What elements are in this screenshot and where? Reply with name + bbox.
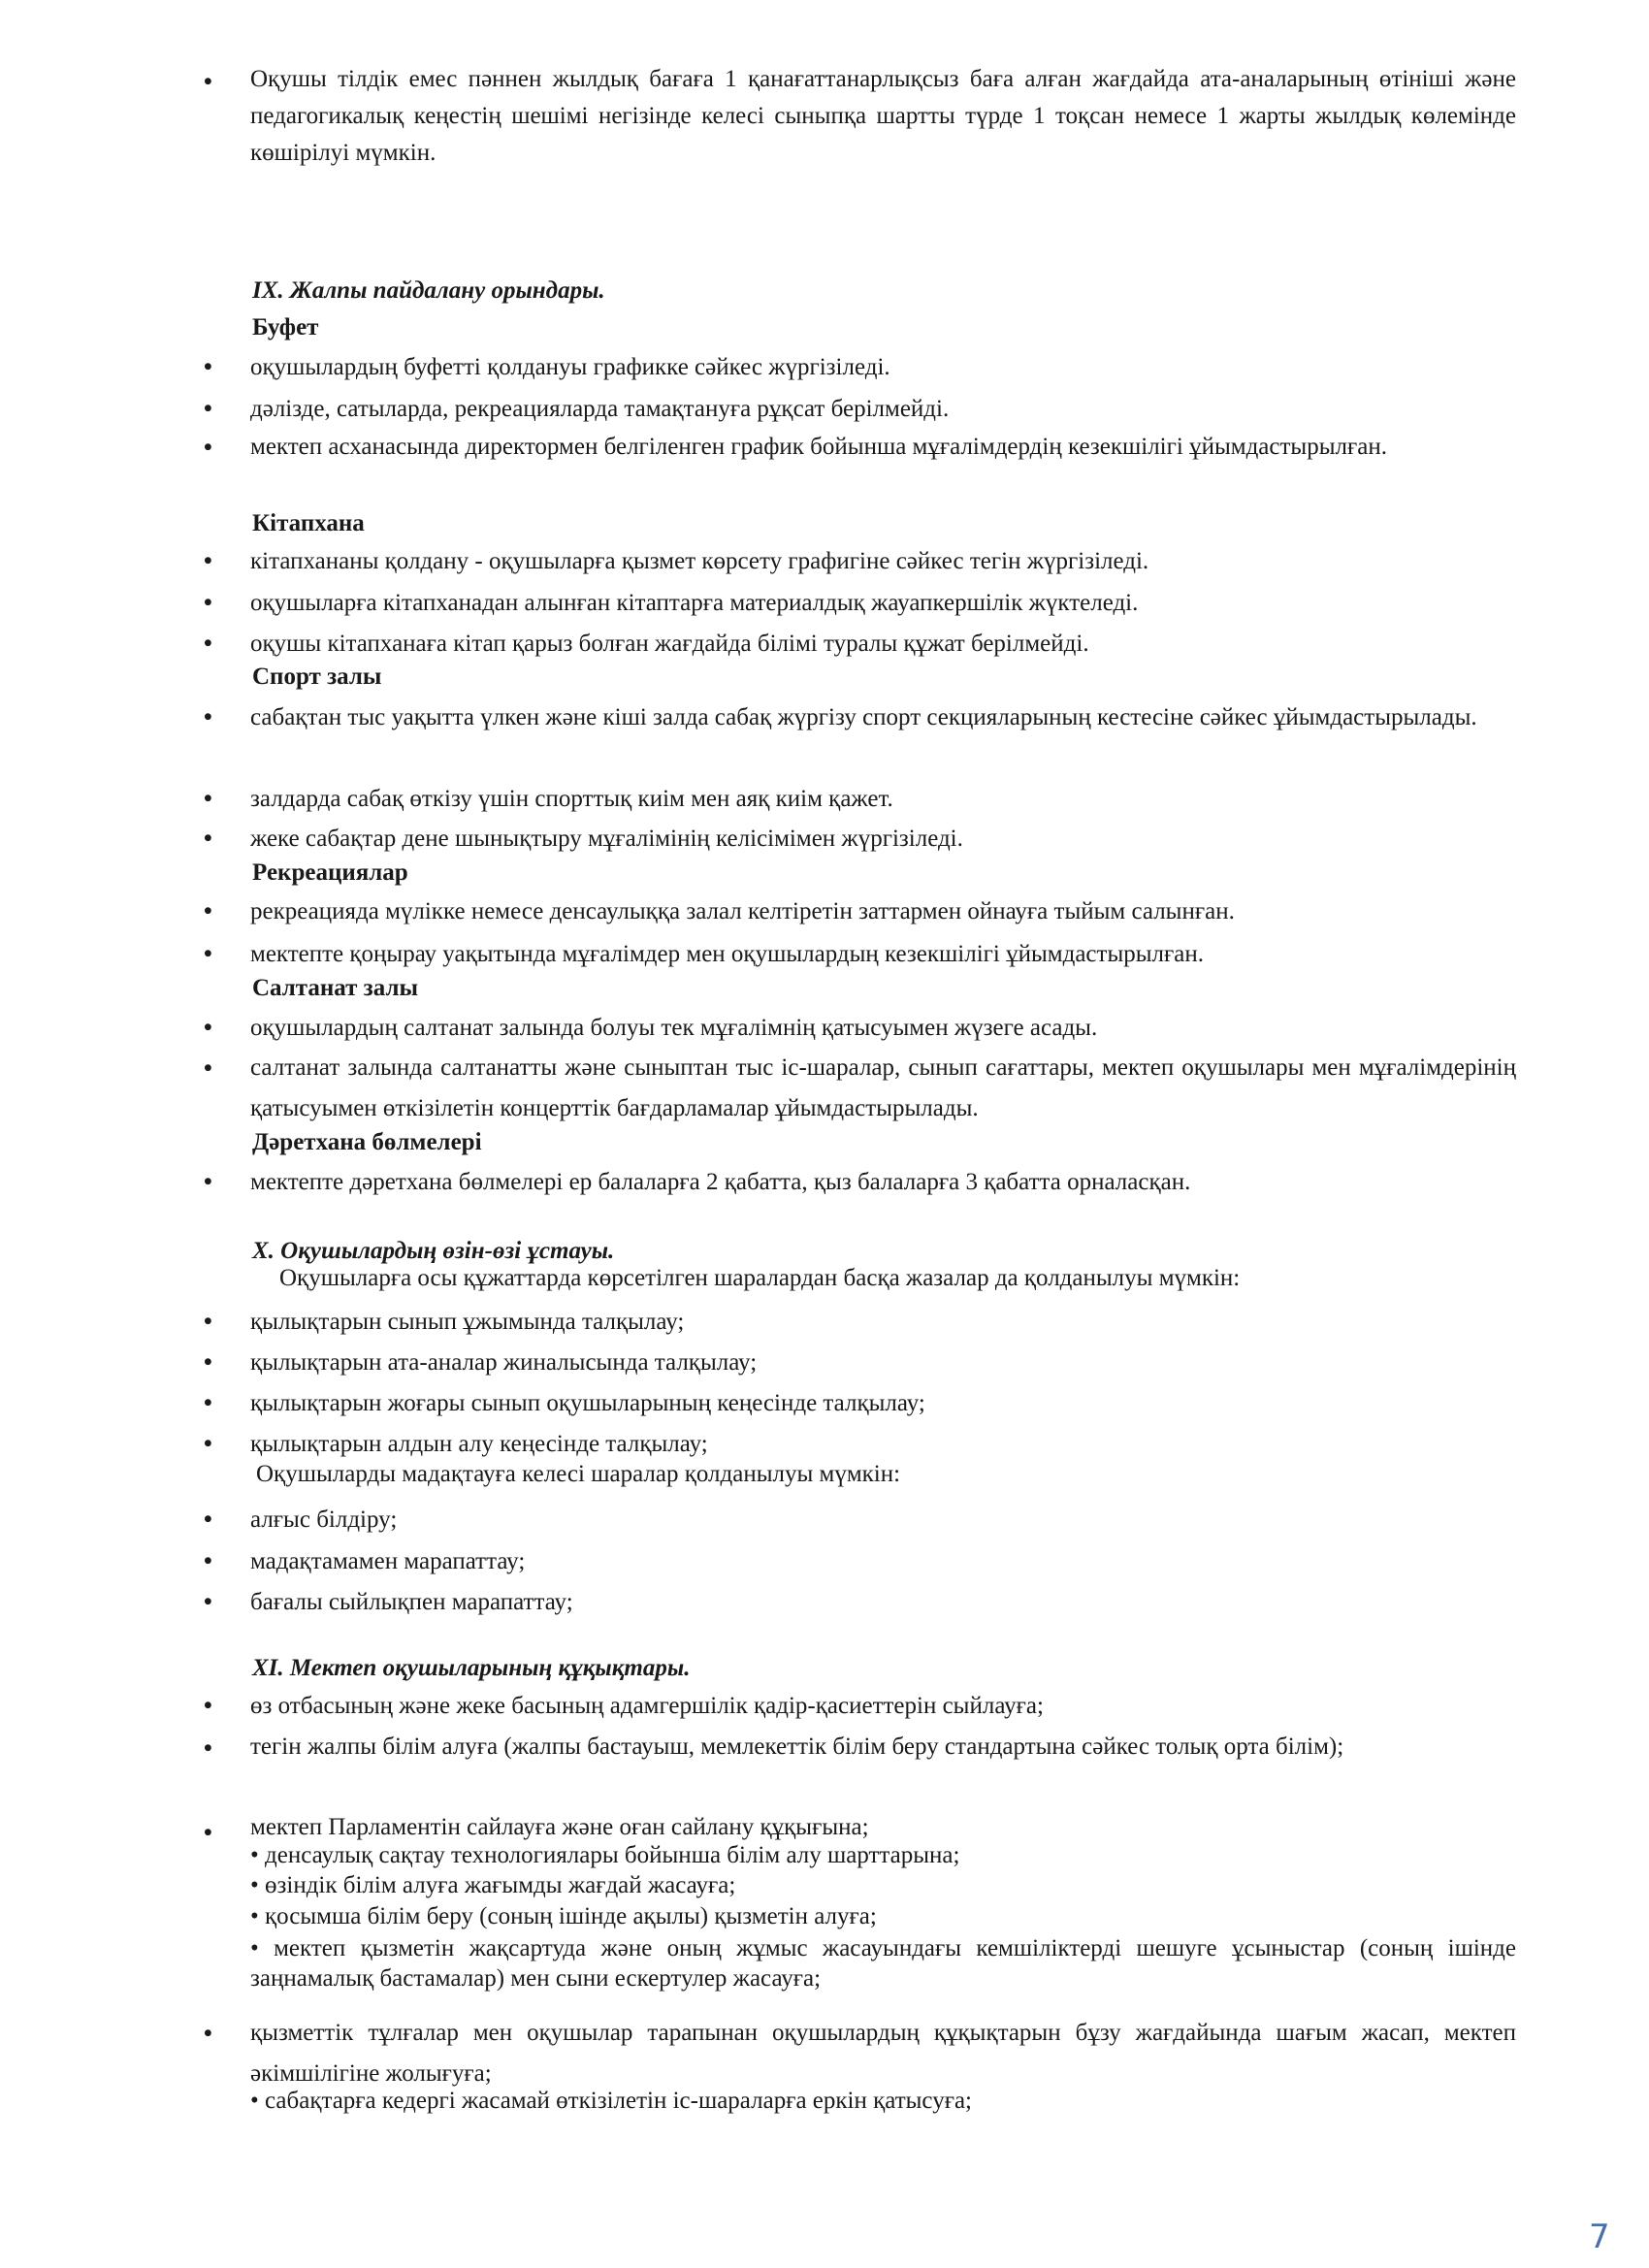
bullet-marker: • — [204, 69, 212, 95]
page-number: 7 — [1589, 2218, 1610, 2256]
list-item: қылықтарын ата-аналар жиналысында талқылау; — [250, 1349, 758, 1376]
bullet-marker: • — [204, 941, 212, 967]
bullet-marker: • — [204, 786, 212, 812]
list-item: қызметтік тұлғалар мен оқушылар тарапынан оқушылардың құқықтарын бұзу жағдайында шағым жасап, мектеп әкімшілігіне жолығуға; — [250, 2020, 1516, 2087]
bullet-marker: • — [204, 898, 212, 924]
bullet-marker: • — [204, 1015, 212, 1041]
list-item: салтанат залында салтанатты және сыныптан тыс іс-шаралар, сынып сағаттары, мектеп оқушылары мен мұғалімдерінің қатысуымен өткізілетін концерттік бағдарламалар ұйымдастырылады. — [250, 1054, 1516, 1121]
bullet-marker: • — [204, 2021, 212, 2047]
list-item: бағалы сыйлықпен марапаттау; — [250, 1589, 573, 1615]
list-item: мадақтамамен марапаттау; — [250, 1548, 526, 1574]
penalties-intro: Оқушыларға осы құжаттарда көрсетілген шаралардан басқа жазалар да қолданылуы мүмкін: — [279, 1265, 1241, 1291]
sub-item: • өзіндік білім алуға жағымды жағдай жасауға; — [250, 1872, 736, 1898]
heading-buffet: Буфет — [252, 314, 319, 340]
list-item: оқушы кітапханаға кітап қарыз болған жағдайда білімі туралы құжат берілмейді. — [250, 631, 1089, 657]
list-item: мектепте қоңырау уақытында мұғалімдер мен оқушылардың кезекшілігі ұйымдастырылған. — [250, 941, 1204, 967]
bullet-marker: • — [204, 1820, 212, 1846]
bullet-marker: • — [204, 548, 212, 574]
heading-restrooms: Дәретхана бөлмелері — [252, 1129, 482, 1155]
list-item: мектеп Парламентін сайлауға және оған сайлану құқығына; — [250, 1814, 869, 1840]
bullet-marker: • — [204, 396, 212, 422]
rewards-intro: Оқушыларды мадақтауға келесі шаралар қолданылуы мүмкін: — [256, 1461, 901, 1487]
list-item: тегін жалпы білім алуға (жалпы бастауыш, мемлекеттік білім беру стандартына сәйкес толық орта білім); — [250, 1733, 1344, 1760]
section-10-title: X. Оқушылардың өзін-өзі ұстауы. — [252, 1238, 615, 1264]
bullet-marker: • — [204, 1693, 212, 1719]
bullet-marker: • — [204, 1735, 212, 1762]
bullet-marker: • — [204, 1390, 212, 1416]
list-item: залдарда сабақ өткізу үшін спорттық киім мен аяқ киім қажет. — [250, 786, 893, 812]
list-item: оқушылардың салтанат залында болуы тек мұғалімнің қатысуымен жүзеге асады. — [250, 1015, 1098, 1041]
bullet-marker: • — [204, 1431, 212, 1457]
list-item: оқушыларға кітапханадан алынған кітаптарға материалдық жауапкершілік жүктеледі. — [250, 590, 1139, 616]
bullet-marker: • — [204, 1055, 212, 1082]
list-item: оқушылардың буфетті қолдануы графикке сәйкес жүргізіледі. — [250, 354, 890, 380]
list-item: дәлізде, сатыларда, рекреацияларда тамақтануға рұқсат берілмейді. — [250, 396, 950, 422]
heading-gym: Спорт залы — [252, 664, 382, 690]
list-item: сабақтан тыс уақытта үлкен және кіші залда сабақ жүргізу спорт секцияларының кестесіне сәйкес ұйымдастырылады. — [250, 704, 1477, 730]
bullet-marker: • — [204, 1349, 212, 1376]
bullet-marker: • — [204, 704, 212, 730]
section-9-title: IX. Жалпы пайдалану орындары. — [252, 277, 605, 304]
list-item: алғыс білдіру; — [250, 1507, 398, 1533]
bullet-marker: • — [204, 826, 212, 852]
heading-recreation: Рекреациялар — [252, 859, 408, 886]
bullet-marker: • — [204, 354, 212, 380]
sub-item: • денсаулық сақтау технологиялары бойынша білім алу шарттарына; — [250, 1842, 960, 1868]
section-11-title: XI. Мектеп оқушыларының құқықтары. — [252, 1655, 691, 1681]
list-item: рекреацияда мүлікке немесе денсаулыққа залал келтіретін заттармен ойнауға тыйым салынған. — [250, 898, 1235, 924]
bullet-marker: • — [204, 1507, 212, 1533]
bullet-marker: • — [204, 1169, 212, 1195]
list-item: қылықтарын алдын алу кеңесінде талқылау; — [250, 1431, 708, 1457]
sub-item: • мектеп қызметін жақсартуда және оның жұмыс жасауындағы кемшіліктерді шешуге ұсыныстар (соның ішінде заңнамалық бастамалар) мен сыни ескертулер жасауға; — [250, 1935, 1516, 1992]
list-item: мектепте дәретхана бөлмелері ер балаларға 2 қабатта, қыз балаларға 3 қабатта орналасқан. — [250, 1169, 1191, 1195]
sub-item: • қосымша білім беру (соның ішінде ақылы) қызметін алуға; — [250, 1903, 877, 1929]
list-item: қылықтарын сынып ұжымында талқылау; — [250, 1309, 685, 1335]
list-item: мектеп асханасында директормен белгіленген график бойынша мұғалімдердің кезекшілігі ұйымдастырылған. — [250, 434, 1387, 460]
heading-library: Кітапхана — [252, 510, 365, 536]
bullet-marker: • — [204, 1309, 212, 1335]
bullet-marker: • — [204, 1548, 212, 1574]
bullet-marker: • — [204, 1589, 212, 1615]
intro-bullet-text: Оқушы тілдік емес пәннен жылдық бағаға 1 қанағаттанарлықсыз баға алған жағдайда ата-аналарының өтініші және педагогикалық кеңестің шешімі негізінде келесі сыныпқа шартты түрде 1 тоқсан немесе 1 жарты жылдық көлемінде көшірілуі мүмкін. — [250, 66, 1516, 166]
list-item: кітапхананы қолдану - оқушыларға қызмет көрсету графигіне сәйкес тегін жүргізіледі. — [250, 548, 1149, 574]
sub-item: • сабақтарға кедергі жасамай өткізілетін іс-шараларға еркін қатысуға; — [250, 2088, 972, 2114]
bullet-marker: • — [204, 435, 212, 461]
bullet-marker: • — [204, 590, 212, 616]
bullet-marker: • — [204, 631, 212, 657]
list-item: қылықтарын жоғары сынып оқушыларының кеңесінде талқылау; — [250, 1390, 925, 1416]
list-item: өз отбасының және жеке басының адамгершілік қадір-қасиеттерін сыйлауға; — [250, 1693, 1044, 1719]
list-item: жеке сабақтар дене шынықтыру мұғалімінің келісімімен жүргізіледі. — [250, 826, 963, 852]
heading-ceremony-hall: Салтанат залы — [252, 975, 418, 1001]
